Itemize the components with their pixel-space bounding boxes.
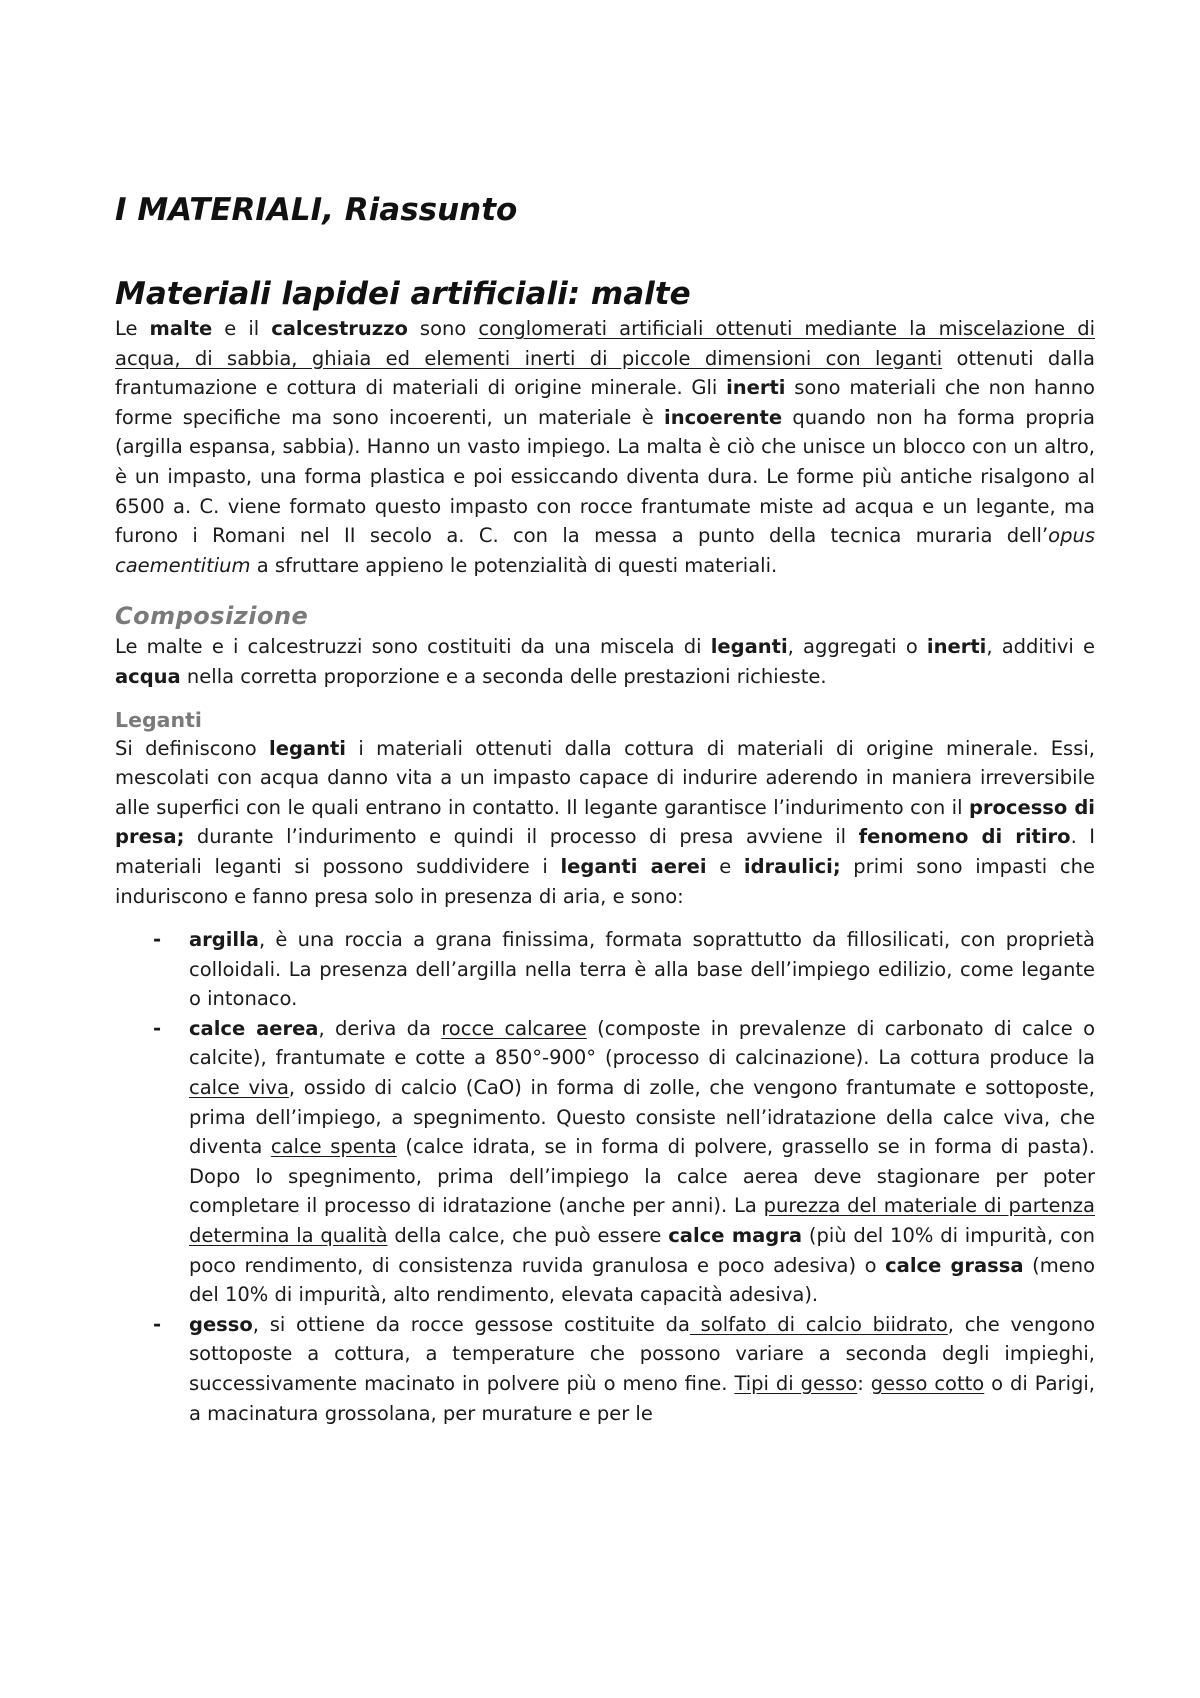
term-leganti: leganti bbox=[710, 635, 788, 659]
paragraph-leganti: Si definiscono leganti i materiali ottenuti dalla cottura di materiali di origine minerale. Essi, mescolati con acqua danno vita a un impasto capace di indurire aderendo in maniera irreversibile alle superfici con le quali entrano in contatto. Il legante garantisce l’indurimento con il processo di presa; durante l’indurimento e quindi il processo di presa avviene il fenomeno di ritiro. I materiali leganti si possono suddividere i leganti aerei e idraulici; primi sono impasti che induriscono e fanno presa solo in presenza di aria, e sono: bbox=[115, 736, 1096, 908]
term-inerti: inerti bbox=[926, 635, 987, 659]
term-leganti-aerei: leganti aerei bbox=[560, 854, 707, 878]
underlined-calce-spenta: calce spenta bbox=[270, 1135, 397, 1159]
term-malte: malte bbox=[149, 317, 213, 340]
term-idraulici: idraulici; bbox=[743, 854, 841, 878]
term-gesso: gesso bbox=[189, 1312, 253, 1336]
list-bullet: - bbox=[153, 1016, 162, 1040]
list-bullet: - bbox=[153, 928, 162, 952]
underlined-purezza: purezza del materiale di partenza determina la qualità bbox=[189, 1194, 1095, 1248]
section-heading-composizione: Composizione bbox=[115, 602, 309, 631]
term-processo-di-presa: processo di presa; bbox=[115, 795, 1095, 849]
document-body bbox=[115, 190, 1095, 1428]
section-heading-leganti: Leganti bbox=[115, 707, 202, 732]
section-heading-malte: Materiali lapidei artificiali: malte bbox=[115, 276, 691, 312]
paragraph-composizione: Le malte e i calcestruzzi sono costituiti da una miscela di leganti, aggregati o inerti, additivi e acqua nella corretta proporzione e a seconda delle prestazioni richieste. bbox=[115, 635, 1095, 688]
term-inerti: inerti bbox=[726, 376, 786, 400]
paragraph-malte-intro: Le malte e il calcestruzzo sono conglomerati artificiali ottenuti mediante la miscelazione di acqua, di sabbia, ghiaia ed elementi inerti di piccole dimensioni con leganti ottenuti dalla frantumazione e cottura di materiali di origine minerale. Gli inerti sono materiali che non hanno forme specifiche ma sono incoerenti, un materiale è incoerente quando non ha forma propria (argilla espansa, sabbia). Hanno un vasto impiego. La malta è ciò che unisce un blocco con un altro, è un impasto, una forma plastica e poi essiccando diventa dura. Le forme più antiche risalgono al 6500 a. C. viene formato questo impasto con rocce frantumate miste ad acqua e un legante, ma furono i Romani nel II secolo a. C. con la messa a punto della tecnica muraria dell’opus caementitium a sfruttare appieno le potenzialità di questi materiali. bbox=[115, 317, 1095, 577]
list-bullet: - bbox=[153, 1312, 162, 1336]
term-leganti: leganti bbox=[269, 736, 346, 760]
document-title: I MATERIALI, Riassunto bbox=[115, 192, 518, 228]
underlined-solfato: solfato di calcio biidrato bbox=[689, 1312, 948, 1336]
underlined-gesso-cotto: gesso cotto bbox=[870, 1372, 985, 1395]
underlined-definition: conglomerati artificiali ottenuti mediante la miscelazione di acqua, di sabbia, ghiaia ed elementi inerti di piccole dimensioni con leganti bbox=[115, 317, 1095, 370]
term-acqua: acqua bbox=[115, 664, 181, 688]
term-calce-grassa: calce grassa bbox=[885, 1253, 1024, 1277]
underlined-calce-viva: calce viva bbox=[189, 1076, 289, 1100]
term-fenomeno-di-ritiro: fenomeno di ritiro bbox=[858, 825, 1071, 849]
leganti-aerei-list bbox=[115, 925, 1095, 1428]
list-item-calce-aerea: - calce aerea, deriva da rocce calcaree (composte in prevalenze di carbonato di calce o calcite), frantumate e cotte a 850°-900° (processo di calcinazione). La cottura produce la calce viva, ossido di calcio (CaO) in forma di zolle, che vengono frantumate e sottoposte, prima dell’impiego, a spegnimento. Questo consiste nell’idratazione della calce viva, che diventa calce spenta (calce idrata, se in forma di polvere, grassello se in forma di pasta). Dopo lo spegnimento, prima dell’impiego la calce aerea deve stagionare per poter completare il processo di idratazione (anche per anni). La purezza del materiale di partenza determina la qualità della calce, che può essere calce magra (più del 10% di impurità, con poco rendimento, di consistenza ruvida granulosa e poco adesiva) o calce grassa (meno del 10% di impurità, alto rendimento, elevata capacità adesiva). bbox=[115, 1014, 1095, 1310]
term-calcestruzzo: calcestruzzo bbox=[271, 317, 408, 340]
term-calce-magra: calce magra bbox=[668, 1224, 803, 1248]
list-item-argilla: - argilla, è una roccia a grana finissima, formata soprattutto da fillosilicati, con proprietà colloidali. La presenza dell’argilla nella terra è alla base dell’impiego edilizio, come legante o intonaco. bbox=[115, 925, 1095, 1014]
underlined-rocce-calcaree: rocce calcaree bbox=[441, 1016, 587, 1040]
list-item-gesso: - gesso, si ottiene da rocce gessose costituite da solfato di calcio biidrato, che vengono sottoposte a cottura, a temperature che possono variare a seconda degli impieghi, successivamente macinato in polvere più o meno fine. Tipi di gesso: gesso cotto o di Parigi, a macinatura grossolana, per murature e per le bbox=[115, 1310, 1095, 1428]
term-opus-caementitium: opus caementitium bbox=[115, 524, 1095, 577]
term-argilla: argilla bbox=[189, 928, 259, 952]
underlined-tipi-di-gesso: Tipi di gesso bbox=[734, 1372, 858, 1395]
term-calce-aerea: calce aerea bbox=[189, 1016, 319, 1040]
term-incoerente: incoerente bbox=[664, 405, 783, 429]
